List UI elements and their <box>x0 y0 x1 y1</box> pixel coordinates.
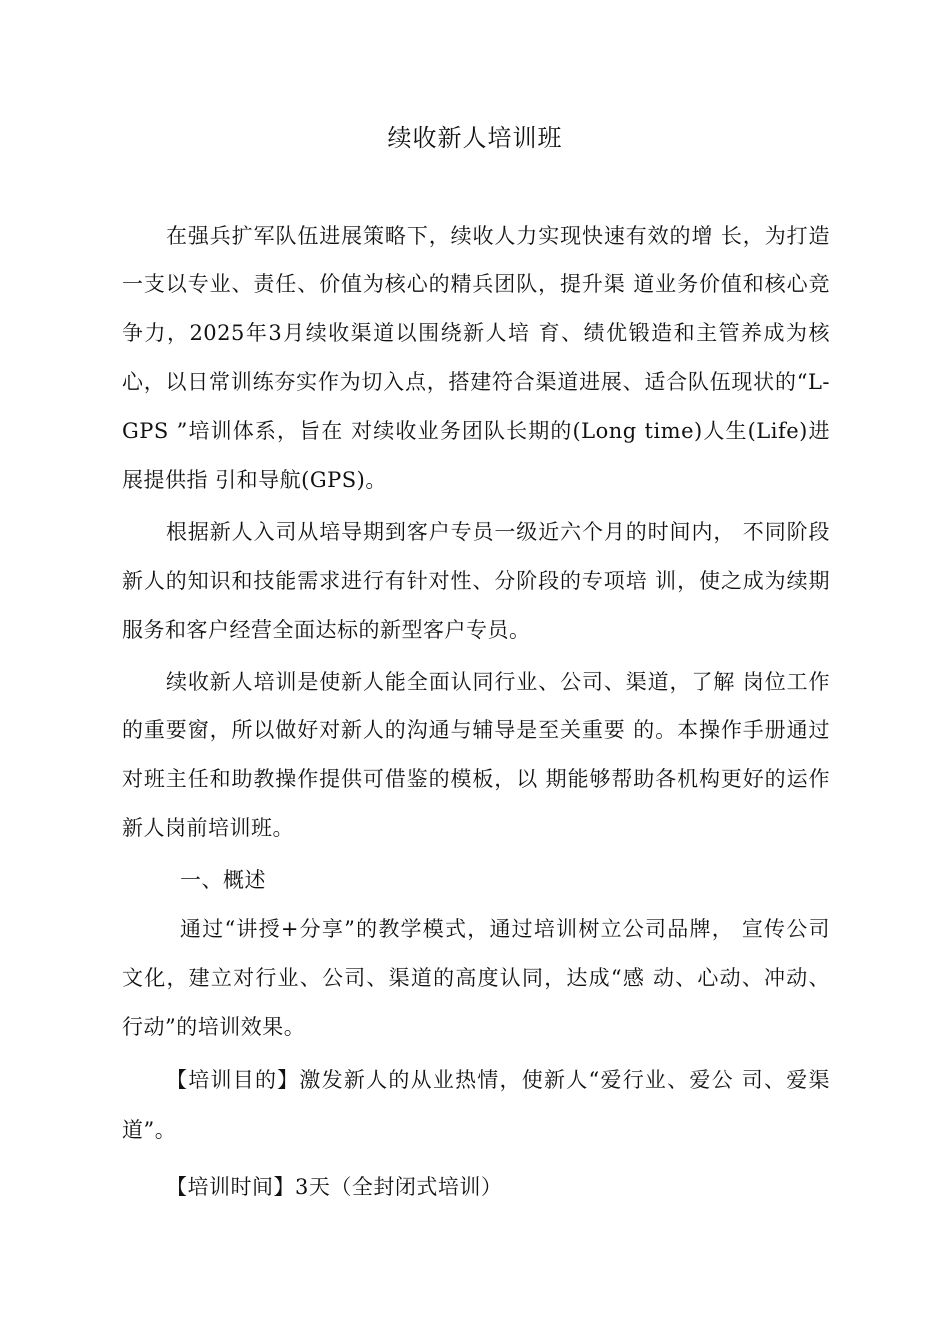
paragraph-line: GPS ”培训体系，旨在 对续收业务团队长期的(Long time)人生(Life)进 <box>122 419 830 443</box>
paragraph-line: 对班主任和助教操作提供可借鉴的模板，以 期能够帮助各机构更好的运作 <box>122 767 830 791</box>
paragraph-line: 【培训时间】3天（全封闭式培训） <box>166 1175 503 1199</box>
paragraph-line: 展提供指 引和导航(GPS)。 <box>122 468 387 492</box>
paragraph-line: 【培训目的】激发新人的从业热情，使新人“爱行业、爱公 司、爱渠 <box>166 1068 830 1092</box>
paragraph-line: 一支以专业、责任、价值为核心的精兵团队，提升渠 道业务价值和核心竞 <box>122 272 830 296</box>
paragraph-line: 新人的知识和技能需求进行有针对性、分阶段的专项培 训，使之成为续期 <box>122 569 830 593</box>
document-title: 续收新人培训班 <box>387 124 563 152</box>
paragraph-line: 心，以日常训练夯实作为切入点，搭建符合渠道进展、适合队伍现状的“L- <box>122 370 830 394</box>
paragraph-line: 争力，2025年3月续收渠道以围绕新人培 育、绩优锻造和主管养成为核 <box>122 321 830 345</box>
paragraph-line: 行动”的培训效果。 <box>122 1015 306 1039</box>
paragraph-line: 根据新人入司从培导期到客户专员一级近六个月的时间内， 不同阶段 <box>166 520 830 544</box>
paragraph-line: 新人岗前培训班。 <box>122 816 294 840</box>
paragraph-line: 文化，建立对行业、公司、渠道的高度认同，达成“感 动、心动、冲动、 <box>122 966 830 990</box>
paragraph-line: 在强兵扩军队伍进展策略下，续收人力实现快速有效的增 长，为打造 <box>166 224 830 248</box>
paragraph-line: 服务和客户经营全面达标的新型客户专员。 <box>122 618 531 642</box>
paragraph-line: 续收新人培训是使新人能全面认同行业、公司、渠道，了解 岗位工作 <box>166 670 830 694</box>
section-heading: 一、概述 <box>180 868 266 892</box>
paragraph-line: 通过“讲授+分享”的教学模式，通过培训树立公司品牌， 宣传公司 <box>180 917 830 941</box>
paragraph-line: 道”。 <box>122 1118 177 1142</box>
paragraph-line: 的重要窗，所以做好对新人的沟通与辅导是至关重要 的。本操作手册通过 <box>122 718 830 742</box>
